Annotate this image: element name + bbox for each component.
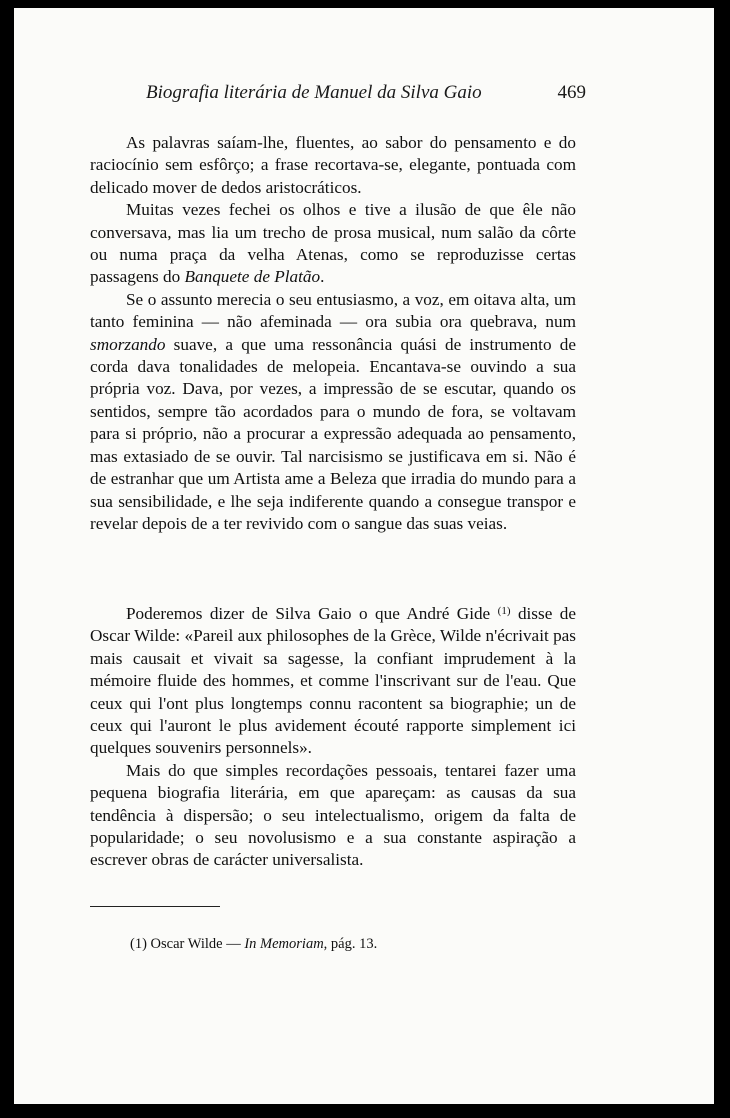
footnote-divider <box>90 906 220 907</box>
paragraph-2-text: Muitas vezes fechei os olhos e tive a ilusão de que êle não conversava, mas lia um trecho de prosa musical, num salão da côrte ou numa praça da velha Atenas, como se reproduzisse certas passagens do <box>90 200 576 287</box>
paragraph-2-end: . <box>320 267 325 287</box>
paragraph-1-text: As palavras saíam-lhe, fluentes, ao sabor do pensamento e do raciocínio sem esfôrço; a frase recortava-se, elegante, pontuada com delicado mover de dedos aristocráticos. <box>90 133 576 197</box>
paragraph-3 <box>90 289 576 535</box>
italic-title-banquete: Banquete de Platão <box>184 267 321 287</box>
text-block-1 <box>90 132 576 535</box>
footnote-marker: (1) <box>130 936 147 952</box>
paragraph-5 <box>90 760 576 872</box>
footnote-title: In Memoriam <box>244 936 324 952</box>
footnote <box>130 936 377 953</box>
running-title: Biografia literária de Manuel da Silva Gaio <box>146 82 482 103</box>
paragraph-5-text: Mais do que simples recordações pessoais, tentarei fazer uma pequena biografia literária, em que apareçam: as causas da sua tendência à dispersão; o seu intelectualismo, origem da falta de popularidade; o seu novolusismo e a sua constante aspiração a escrever obras de carácter universalista. <box>90 760 576 870</box>
footnote-author: Oscar Wilde — <box>150 936 245 952</box>
footnote-reference: (1) <box>497 605 511 617</box>
paragraph-2 <box>90 199 576 289</box>
paragraph-4 <box>90 600 576 760</box>
paragraph-3-rest: suave, a que uma ressonância quási de instrumento de corda dava tonalidades de melopeia. Encantava-se ouvindo a sua própria voz. Dava, por vezes, a impressão de se escutar, quando os sentidos, sempre tão acordados para o mundo de fora, se voltavam para si próprio, não a procurar a expressão adequada ao pensamento, mas extasiado de se ouvir. Tal narcisismo se justificava em si. Não é de estranhar que um Artista ame a Beleza que irradia do mundo para a sua sensibilidade, e lhe seja indiferente quando a consegue transpor e revelar depois de a ter revivido com o sangue das suas veias. <box>90 334 576 533</box>
paragraph-4-rest: disse de Oscar Wilde: «Pareil aux philosophes de la Grèce, Wilde n'écrivait pas mais causait et vivait sa sagesse, la confiant imprudement à la mémoire fluide des hommes, et comme l'inscrivant sur de l'eau. Que ceux qui l'ont plus longtemps connu racontent sa biographie; un de ceux qui l'auront le plus avidement écouté rapporte simplement ici quelques souvenirs personnels». <box>90 604 576 758</box>
footnote-pages: , pág. 13. <box>323 936 378 952</box>
italic-term-smorzando: smorzando <box>90 334 166 354</box>
running-header <box>146 82 586 108</box>
page-number: 469 <box>557 82 586 103</box>
text-block-2 <box>90 600 576 872</box>
book-page <box>14 8 714 1104</box>
paragraph-4-text: Poderemos dizer de Silva Gaio o que André Gide <box>126 604 498 623</box>
paragraph-3-text: Se o assunto merecia o seu entusiasmo, a voz, em oitava alta, um tanto feminina — não afeminada — ora subia ora quebrava, num <box>90 289 576 332</box>
paragraph-1 <box>90 132 576 199</box>
